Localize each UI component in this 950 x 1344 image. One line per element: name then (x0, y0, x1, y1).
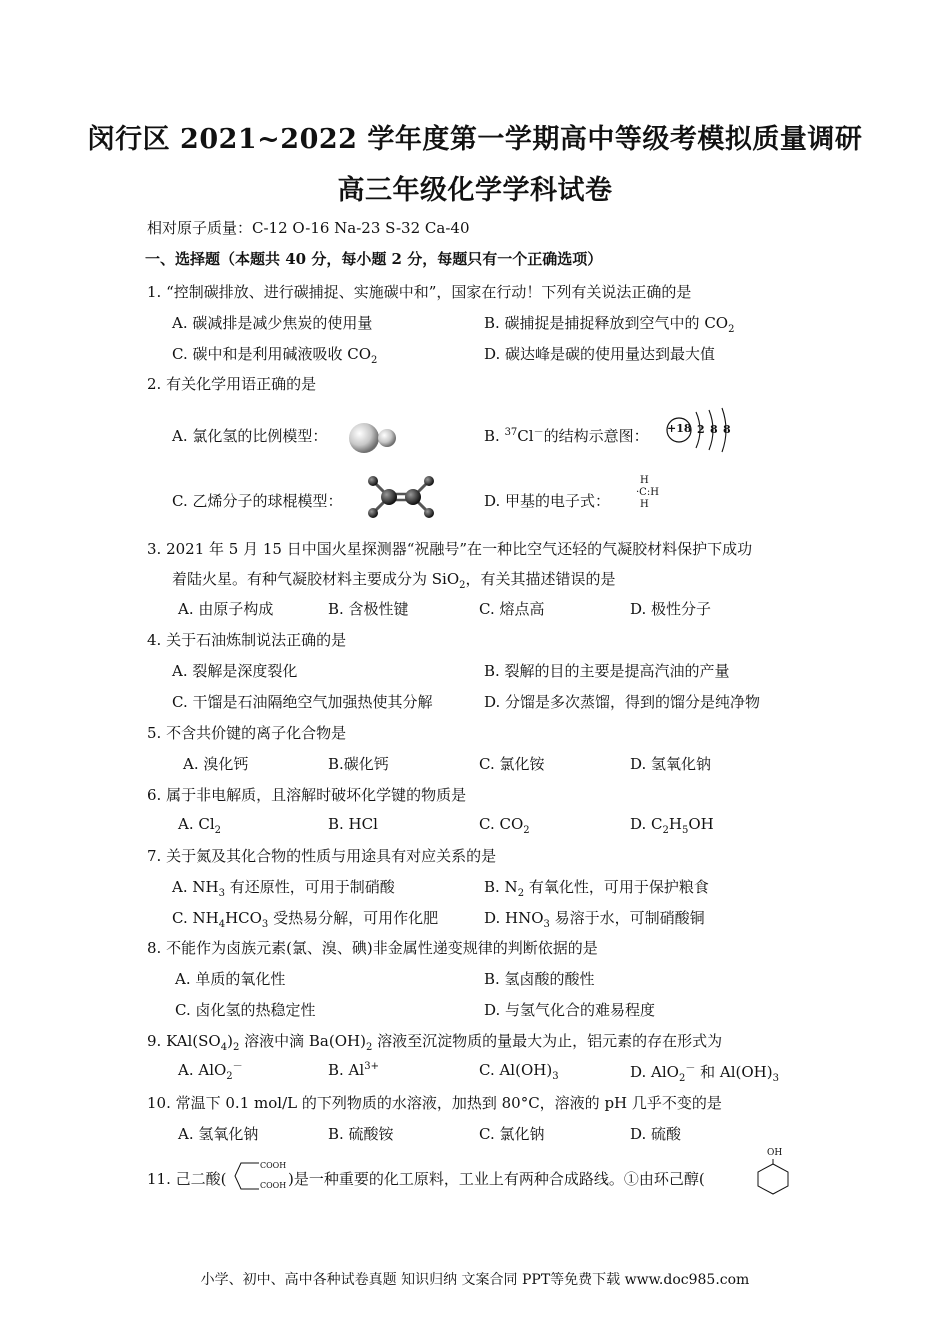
atomic-masses: 相对原子质量：C-12 O-16 Na-23 S-32 Ca-40 (147, 219, 470, 237)
q7-option-d: D. $HNO_3$ 易溶于水，可制硝酸铜 (484, 909, 705, 930)
q8-stem: 8. 不能作为卤族元素(氯、溴、碘)非金属性递变规律的判断依据的是 (147, 939, 598, 957)
cyclohexanol-structure (750, 1148, 796, 1196)
page-title: 闵行区 2021~2022 学年度第一学期高中等级考模拟质量调研 (87, 124, 863, 155)
q8-option-c: C. 卤化氢的热稳定性 (175, 1001, 316, 1019)
q8-option-a: A. 单质的氧化性 (175, 970, 286, 988)
q10-option-a: A. 氢氧化钠 (178, 1125, 259, 1143)
q2-option-b: B. $^{37}$Cl－的结构示意图： (484, 427, 649, 445)
methyl-c-row: ·C:H (636, 487, 659, 498)
q4-option-c: C. 干馏是石油隔绝空气加强热使其分解 (172, 693, 433, 711)
q5-option-c: C. 氯化铵 (479, 755, 545, 773)
q11-stem: )是一种重要的化工原料，工业上有两种合成路线。①由环己醇( (288, 1170, 705, 1188)
shell-3-count: 8 (723, 423, 731, 436)
q10-option-c: C. 氯化钠 (479, 1125, 545, 1143)
q9-stem: 9. $KAl(SO_4)_2$ 溶液中滴 $Ba(OH)_2$ 溶液至沉淀物质的量最大为止，铝元素的存在形式为 (147, 1032, 723, 1053)
q2-stem: 2. 有关化学用语正确的是 (147, 375, 317, 393)
q3-option-a: A. 由原子构成 (178, 600, 274, 618)
q9-option-b: B. $Al^{3+}$ (328, 1061, 379, 1079)
q4-option-d: D. 分馏是多次蒸馏，得到的馏分是纯净物 (484, 693, 761, 711)
q11-number: 11. 己二酸( (147, 1170, 227, 1188)
q2-option-d: D. 甲基的电子式： (484, 492, 611, 510)
oh-label: OH (767, 1148, 783, 1158)
q1-option-c: C. 碳中和是利用碱液吸收 $CO_2$ (172, 345, 378, 366)
q6-option-a: A. $Cl_2$ (178, 815, 222, 836)
q2-option-a: A. 氯化氢的比例模型： (172, 427, 328, 445)
q5-option-b: B.碳化钙 (328, 755, 389, 773)
q6-stem: 6. 属于非电解质，且溶解时破坏化学键的物质是 (147, 786, 467, 804)
q4-option-b: B. 裂解的目的主要是提高汽油的产量 (484, 662, 730, 680)
q7-option-c: C. $NH_4HCO_3$ 受热易分解，可用作化肥 (172, 909, 439, 930)
q10-option-b: B. 硫酸铵 (328, 1125, 394, 1143)
cl-ion-structure-diagram (664, 404, 734, 456)
q5-option-a: A. 溴化钙 (183, 755, 249, 773)
q3-option-b: B. 含极性键 (328, 600, 409, 618)
q5-stem: 5. 不含共价键的离子化合物是 (147, 724, 347, 742)
shell-2-count: 8 (710, 423, 718, 436)
methyl-h-bottom: H (640, 499, 649, 510)
q8-option-d: D. 与氢气化合的难易程度 (484, 1001, 656, 1019)
cyclohexane-ring-icon (750, 1148, 796, 1196)
q3-option-c: C. 熔点高 (479, 600, 545, 618)
q6-option-d: D. $C_2H_5OH$ (630, 815, 714, 836)
q1-stem: 1. “控制碳排放、进行碳捕捉、实施碳中和”，国家在行动！下列有关说法正确的是 (147, 283, 692, 301)
cooh-bottom-label: COOH (260, 1181, 287, 1190)
q6-option-c: C. $CO_2$ (479, 815, 530, 836)
q9-option-c: C. $Al(OH)_3$ (479, 1061, 559, 1082)
hcl-space-filling-model (345, 418, 401, 458)
q3-option-d: D. 极性分子 (630, 600, 712, 618)
q9-option-d: D. AlO$_2$－ 和 $Al(OH)_3$ (630, 1063, 779, 1084)
methyl-electron-formula (636, 475, 666, 511)
shell-1-count: 2 (697, 423, 705, 436)
adipic-acid-structure (233, 1158, 293, 1194)
q5-option-d: D. 氢氧化钠 (630, 755, 712, 773)
section-heading: 一、选择题（本题共 40 分，每小题 2 分，每题只有一个正确选项） (145, 250, 603, 268)
q6-option-b: B. HCl (328, 815, 378, 833)
q4-stem: 4. 关于石油炼制说法正确的是 (147, 631, 347, 649)
q7-option-b: B. $N_2$ 有氧化性，可用于保护粮食 (484, 878, 709, 899)
q10-stem: 10. 常温下 0.1 mol/L 的下列物质的水溶液，加热到 80°C，溶液的 pH 几乎不变的是 (147, 1094, 722, 1112)
h-atom (378, 429, 396, 447)
q9-option-a: A. AlO$_2$－ (178, 1061, 243, 1082)
q4-option-a: A. 裂解是深度裂化 (172, 662, 298, 680)
q7-option-a: A. $NH_3$ 有还原性，可用于制硝酸 (172, 878, 395, 899)
q7-stem: 7. 关于氮及其化合物的性质与用途具有对应关系的是 (147, 847, 497, 865)
cl-atom (349, 423, 379, 453)
q1-option-a: A. 碳减排是减少焦炭的使用量 (172, 314, 373, 332)
q2-option-c: C. 乙烯分子的球棍模型： (172, 492, 343, 510)
nucleus-charge: +18 (667, 422, 692, 435)
q1-option-d: D. 碳达峰是碳的使用量达到最大值 (484, 345, 716, 363)
page-subtitle: 高三年级化学学科试卷 (337, 175, 613, 206)
q3-stem-line2: 着陆火星。有种气凝胶材料主要成分为 SiO$_2$，有关其描述错误的是 (172, 570, 616, 591)
q10-option-d: D. 硫酸 (630, 1125, 682, 1143)
q1-option-b: B. 碳捕捉是捕捉释放到空气中的 $CO_2$ (484, 314, 735, 335)
q3-stem-line1: 3. 2021 年 5 月 15 日中国火星探测器“祝融号”在一种比空气还轻的气凝胶材料保护下成功 (147, 540, 753, 558)
footer-ad-text: 小学、初中、高中各种试卷真题 知识归纳 文案合同 PPT等免费下载 www.doc985.com (200, 1272, 750, 1288)
cooh-top-label: COOH (260, 1161, 287, 1170)
ethylene-ball-stick-model (365, 475, 437, 519)
q8-option-b: B. 氢卤酸的酸性 (484, 970, 595, 988)
methyl-h-top: H (640, 475, 649, 486)
